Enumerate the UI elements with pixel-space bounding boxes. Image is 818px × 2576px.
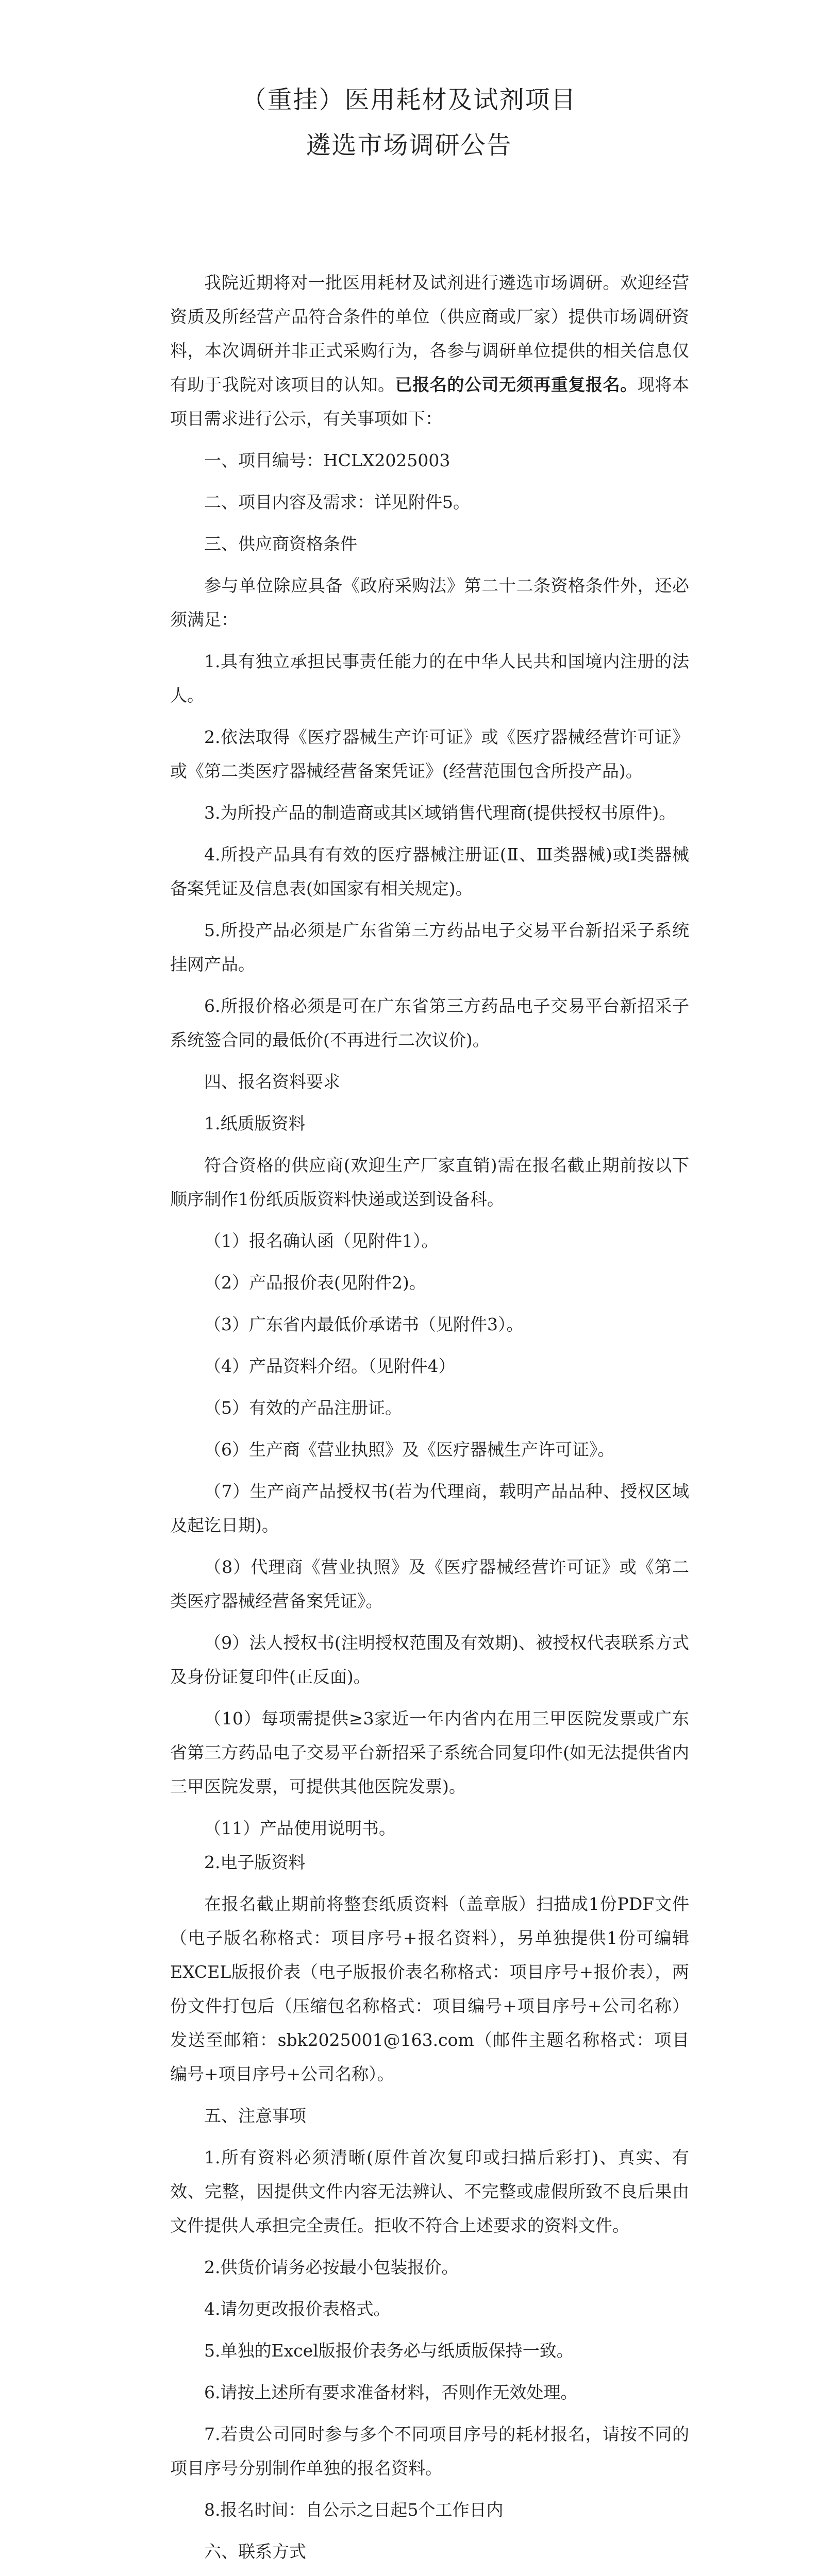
- section-4-item: （4）产品资料介绍。（见附件4）: [204, 1356, 456, 1376]
- section-3-item: 4.所投产品具有有效的医疗器械注册证(Ⅱ、Ⅲ类器械)或Ⅰ类器械备案凭证及信息表(如国家有相关规定)。: [170, 844, 689, 899]
- section-3-item: 5.所投产品必须是广东省第三方药品电子交易平台新招采子系统挂网产品。: [170, 920, 689, 974]
- section-4-item: （10）每项需提供≥3家近一年内省内在用三甲医院发票或广东省第三方药品电子交易平台新招采子系统合同复印件(如无法提供省内三甲医院发票，可提供其他医院发票)。: [170, 1708, 689, 1797]
- section-3-item: 6.所报价格必须是可在广东省第三方药品电子交易平台新招采子系统签合同的最低价(不再进行二次议价)。: [170, 996, 689, 1050]
- section-5-item: 6.请按上述所有要求准备材料，否则作无效处理。: [204, 2382, 578, 2402]
- section-4-item: （2）产品报价表(见附件2)。: [204, 1273, 426, 1293]
- section-4-item: （6）生产商《营业执照》及《医疗器械生产许可证》。: [204, 1439, 615, 1460]
- section-4-heading: 四、报名资料要求: [204, 1072, 340, 1092]
- section-4-paper-heading: 1.纸质版资料: [204, 1113, 306, 1133]
- intro-bold-notice: 已报名的公司无须再重复报名。: [395, 375, 638, 395]
- section-3-item: 2.依法取得《医疗器械生产许可证》或《医疗器械经营许可证》或《第二类医疗器械经营备案凭证》(经营范围包含所投产品)。: [170, 727, 689, 781]
- section-3-intro: 参与单位除应具备《政府采购法》第二十二条资格条件外，还必须满足：: [170, 575, 689, 630]
- section-5-item: 1.所有资料必须清晰(原件首次复印或扫描后彩打)、真实、有效、完整，因提供文件内容无法辨认、不完整或虚假所致不良后果由文件提供人承担完全责任。拒收不符合上述要求的资料文件。: [170, 2147, 689, 2235]
- page-title: [129, 77, 689, 168]
- section-6-heading: 六、联系方式: [204, 2541, 306, 2562]
- section-4-item: （9）法人授权书(注明授权范围及有效期)、被授权代表联系方式及身份证复印件(正反面)。: [170, 1633, 689, 1687]
- intro-paragraph: [170, 266, 689, 436]
- title-line-1: （重挂）医用耗材及试剂项目: [241, 86, 577, 114]
- section-4-item: （7）生产商产品授权书(若为代理商，载明产品品种、授权区域及起讫日期)。: [170, 1481, 689, 1535]
- section-4-item: （3）广东省内最低价承诺书（见附件3）。: [204, 1314, 524, 1334]
- section-4-item: （8）代理商《营业执照》及《医疗器械经营许可证》或《第二类医疗器械经营备案凭证》。: [170, 1557, 689, 1611]
- section-4-electronic-heading: 2.电子版资料: [204, 1852, 306, 1872]
- section-1-project-number: 一、项目编号：HCLX2025003: [204, 450, 450, 470]
- section-4-item: （11）产品使用说明书。: [204, 1818, 396, 1838]
- section-4-paper-intro: 符合资格的供应商(欢迎生产厂家直销)需在报名截止期前按以下顺序制作1份纸质版资料快递或送到设备科。: [170, 1155, 689, 1209]
- section-5-item: 5.单独的Excel版报价表务必与纸质版保持一致。: [204, 2341, 574, 2361]
- section-3-item: 1.具有独立承担民事责任能力的在中华人民共和国境内注册的法人。: [170, 651, 689, 705]
- section-5-item: 4.请勿更改报价表格式。: [204, 2299, 391, 2319]
- section-5-heading: 五、注意事项: [204, 2106, 306, 2126]
- title-line-2: 遴选市场调研公告: [306, 131, 512, 160]
- intro-text: 我院近期将对一批医用耗材及试剂进行遴选市场调研。欢迎经营资质及所经营产品符合条件的单位（供应商或厂家）提供市场调研资料，本次调研并非正式采购行为，各参与调研单位提供的相关信息仅有助于我院对该项目的认知。: [170, 273, 689, 395]
- section-4-item: （1）报名确认函（见附件1）。: [204, 1231, 439, 1251]
- section-3-heading: 三、供应商资格条件: [204, 534, 357, 554]
- section-5-item: 8.报名时间：自公示之日起5个工作日内: [204, 2500, 504, 2520]
- section-5-item: 7.若贵公司同时参与多个不同项目序号的耗材报名，请按不同的项目序号分别制作单独的报名资料。: [170, 2424, 689, 2478]
- section-2-project-content: 二、项目内容及需求：详见附件5。: [204, 492, 470, 512]
- section-5-item: 2.供货价请务必按最小包装报价。: [204, 2257, 459, 2277]
- section-4-item: （5）有效的产品注册证。: [204, 1398, 402, 1418]
- section-4-electronic-text: 在报名截止期前将整套纸质资料（盖章版）扫描成1份PDF文件（电子版名称格式：项目序号+报名资料），另单独提供1份可编辑EXCEL版报价表（电子版报价表名称格式：项目序号+报价表），两份文件打包后（压缩包名称格式：项目编号+项目序号+公司名称）发送至邮箱：sbk2025001@163.com（邮件主题名称格式：项目编号+项目序号+公司名称）。: [170, 1894, 689, 2084]
- intro-tail: 现将本项目需求进行公示，有关事项如下：: [170, 375, 690, 429]
- section-3-item: 3.为所投产品的制造商或其区域销售代理商(提供授权书原件)。: [204, 803, 676, 823]
